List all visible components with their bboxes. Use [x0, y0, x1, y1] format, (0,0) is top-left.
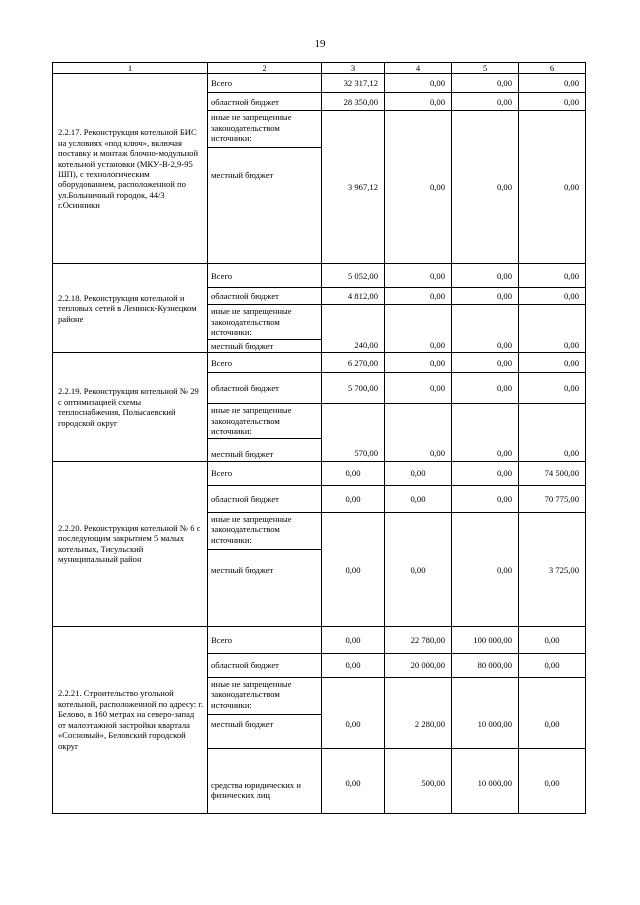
- value-cell: 0,00: [322, 626, 385, 653]
- value-cell: 0,00: [385, 288, 452, 305]
- row-label-other: иные не запрещенные законодательством источники:: [208, 305, 322, 339]
- value-cell: 74 500,00: [519, 461, 586, 485]
- row-label-regional: областной бюджет: [208, 288, 322, 305]
- value-cell: 28 350,00: [322, 93, 385, 111]
- value-cell: 0,00: [385, 353, 452, 373]
- row-label-local: местный бюджет: [208, 549, 322, 626]
- table-row: [53, 264, 586, 288]
- value-cell: 0,00: [322, 677, 385, 748]
- header-cell-1: 1: [53, 63, 208, 74]
- value-cell: 2 280,00: [385, 677, 452, 748]
- row-label-total: Всего: [208, 353, 322, 373]
- value-cell: 20 000,00: [385, 653, 452, 677]
- value-cell: 0,00: [452, 373, 519, 404]
- row-label-local: местный бюджет: [208, 438, 322, 461]
- header-cell-3: 3: [322, 63, 385, 74]
- value-cell: 3 967,12: [322, 111, 385, 264]
- value-cell: 70 775,00: [519, 485, 586, 512]
- value-cell: 0,00: [322, 485, 385, 512]
- row-label-regional: областной бюджет: [208, 653, 322, 677]
- value-cell: 0,00: [452, 74, 519, 93]
- row-label-total: Всего: [208, 626, 322, 653]
- value-cell: 10 000,00: [452, 748, 519, 813]
- row-label-legal-entities: средства юридических и физических лиц: [208, 748, 322, 813]
- value-cell: 0,00: [385, 512, 452, 626]
- row-label-regional: областной бюджет: [208, 485, 322, 512]
- value-cell: 0,00: [452, 288, 519, 305]
- header-row: [53, 63, 586, 74]
- value-cell: 0,00: [519, 353, 586, 373]
- value-cell: 0,00: [385, 111, 452, 264]
- value-cell: 0,00: [452, 93, 519, 111]
- project-title: 2.2.20. Реконструкция котельной № 6 с последующим закрытием 5 малых котельных, Тисульский муниципальный район: [53, 461, 208, 626]
- header-cell-5: 5: [452, 63, 519, 74]
- value-cell: 570,00: [322, 404, 385, 461]
- value-cell: 3 725,00: [519, 512, 586, 626]
- value-cell: 0,00: [322, 653, 385, 677]
- row-label-local: местный бюджет: [208, 148, 322, 264]
- value-cell: 4 812,00: [322, 288, 385, 305]
- row-label-other: иные не запрещенные законодательством источники:: [208, 512, 322, 549]
- row-label-total: Всего: [208, 264, 322, 288]
- project-title: 2.2.17. Реконструкция котельной БИС на условиях «под ключ», включая поставку и монтаж блочно-модульной котельной установки (МКУ-В-2,9-95 ШП), с технологическим оборудованием, расположенной по ул.Больничный городок, 44/3 г.Осинники: [53, 74, 208, 264]
- value-cell: 6 270,00: [322, 353, 385, 373]
- value-cell: 0,00: [452, 512, 519, 626]
- row-label-regional: областной бюджет: [208, 93, 322, 111]
- project-title: 2.2.21. Строительство угольной котельной, расположенной по адресу: г. Белово, в 160 метрах на северо-запад от малоэтажной застройки квартала «Сосновый», Беловский городской округ: [53, 626, 208, 813]
- value-cell: 32 317,12: [322, 74, 385, 93]
- value-cell: 0,00: [322, 461, 385, 485]
- value-cell: 0,00: [385, 264, 452, 288]
- header-cell-4: 4: [385, 63, 452, 74]
- value-cell: 0,00: [519, 653, 586, 677]
- value-cell: 0,00: [519, 404, 586, 461]
- value-cell: 0,00: [452, 264, 519, 288]
- value-cell: 0,00: [452, 305, 519, 353]
- value-cell: 0,00: [385, 404, 452, 461]
- value-cell: 5 052,00: [322, 264, 385, 288]
- value-cell: 0,00: [452, 461, 519, 485]
- row-label-local: местный бюджет: [208, 339, 322, 352]
- value-cell: 0,00: [385, 485, 452, 512]
- value-cell: 0,00: [385, 373, 452, 404]
- value-cell: 0,00: [322, 512, 385, 626]
- value-cell: 0,00: [452, 404, 519, 461]
- row-label-other: иные не запрещенные законодательством источники:: [208, 677, 322, 714]
- value-cell: 100 000,00: [452, 626, 519, 653]
- row-label-other: иные не запрещенные законодательством источники:: [208, 111, 322, 148]
- page-number: 19: [314, 38, 326, 50]
- budget-table: [52, 62, 586, 814]
- value-cell: 0,00: [385, 93, 452, 111]
- value-cell: 0,00: [519, 677, 586, 748]
- project-title: 2.2.19. Реконструкция котельной № 29 с оптимизацией схемы теплоснабжения, Полысаевский городской округ: [53, 353, 208, 461]
- value-cell: 0,00: [385, 74, 452, 93]
- value-cell: 0,00: [519, 74, 586, 93]
- value-cell: 500,00: [385, 748, 452, 813]
- value-cell: 0,00: [452, 111, 519, 264]
- header-cell-2: 2: [208, 63, 322, 74]
- value-cell: 0,00: [519, 264, 586, 288]
- value-cell: 0,00: [385, 305, 452, 353]
- value-cell: 0,00: [519, 373, 586, 404]
- table-row: [53, 353, 586, 373]
- value-cell: 0,00: [452, 353, 519, 373]
- header-cell-6: 6: [519, 63, 586, 74]
- table-row: [53, 626, 586, 653]
- value-cell: 80 000,00: [452, 653, 519, 677]
- value-cell: 0,00: [519, 748, 586, 813]
- value-cell: 0,00: [452, 485, 519, 512]
- value-cell: 0,00: [519, 288, 586, 305]
- table-row: [53, 461, 586, 485]
- value-cell: 0,00: [519, 626, 586, 653]
- table-row: [53, 74, 586, 93]
- value-cell: 5 700,00: [322, 373, 385, 404]
- value-cell: 240,00: [322, 305, 385, 353]
- value-cell: 10 000,00: [452, 677, 519, 748]
- row-label-local: местный бюджет: [208, 714, 322, 748]
- row-label-total: Всего: [208, 461, 322, 485]
- row-label-other: иные не запрещенные законодательством источники:: [208, 404, 322, 438]
- value-cell: 0,00: [519, 93, 586, 111]
- row-label-regional: областной бюджет: [208, 373, 322, 404]
- value-cell: 0,00: [519, 111, 586, 264]
- project-title: 2.2.18. Реконструкция котельной и тепловых сетей в Ленинск-Кузнецком районе: [53, 264, 208, 353]
- value-cell: 0,00: [322, 748, 385, 813]
- value-cell: 0,00: [385, 461, 452, 485]
- row-label-total: Всего: [208, 74, 322, 93]
- value-cell: 0,00: [519, 305, 586, 353]
- value-cell: 22 780,00: [385, 626, 452, 653]
